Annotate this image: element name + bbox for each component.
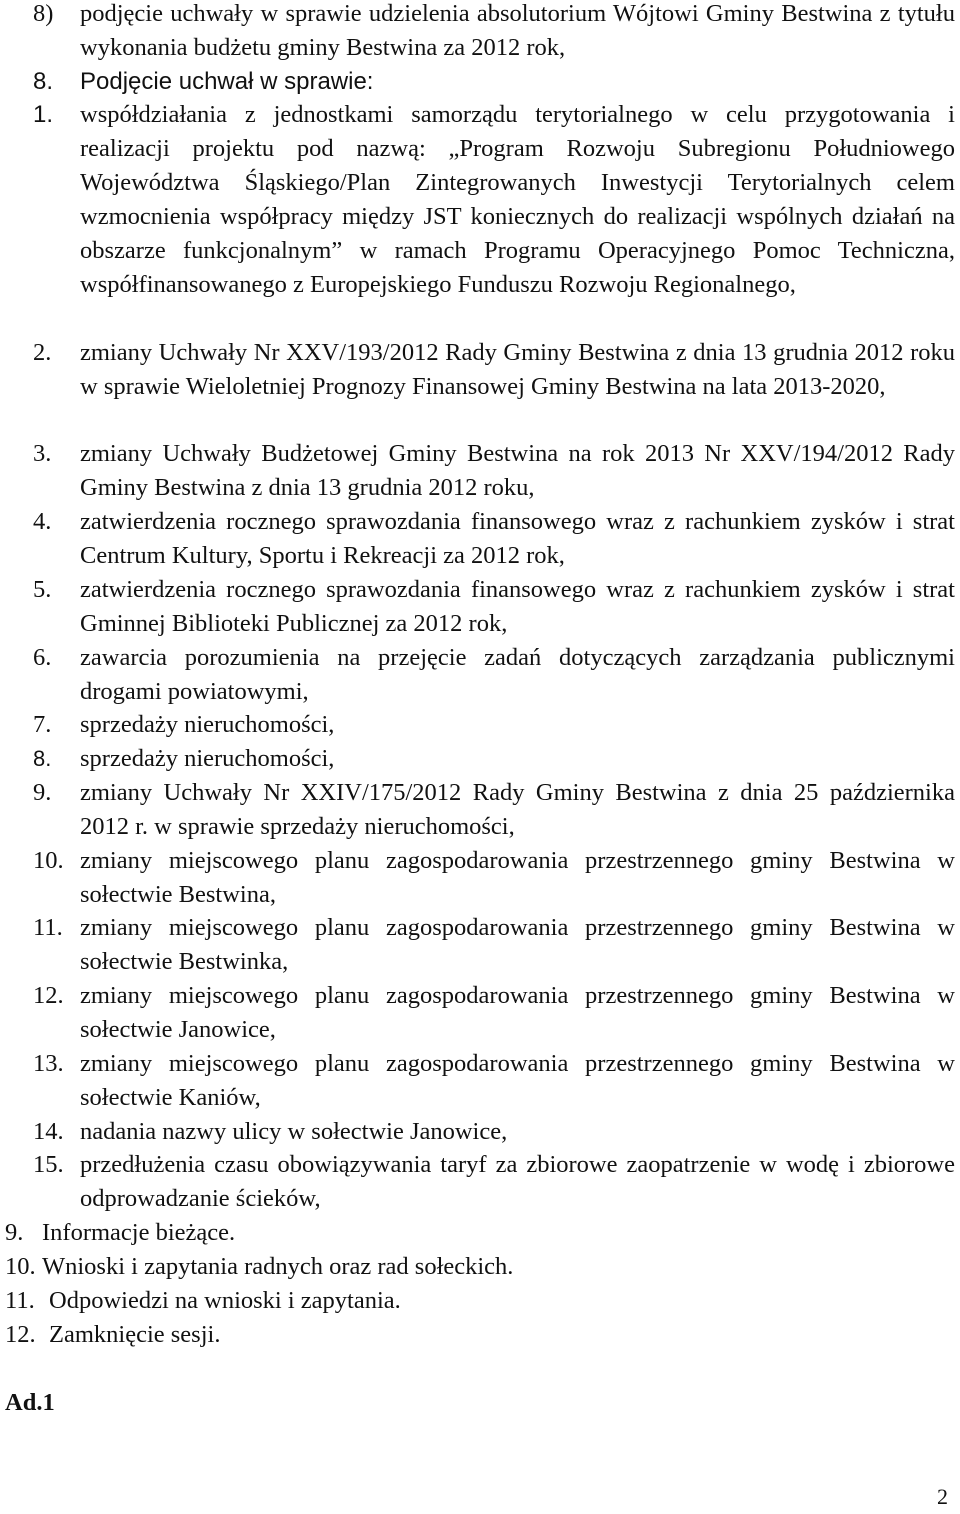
list-item (33, 65, 955, 99)
list-item (33, 505, 955, 573)
item-text: zmiany miejscowego planu zagospodarowania przestrzennego gminy Bestwina w sołectwie Kaniów, (80, 1050, 955, 1111)
item-text: zmiany Uchwały Budżetowej Gminy Bestwina na rok 2013 Nr XXV/194/2012 Rady Gminy Bestwina z dnia 13 grudnia 2012 roku, (80, 440, 955, 501)
item-number: 9. (33, 779, 52, 806)
item-number: 11. (33, 914, 63, 941)
item-text: Odpowiedzi na wnioski i zapytania. (49, 1287, 401, 1314)
item-number: 6. (33, 644, 52, 671)
list-item (33, 641, 955, 709)
list-item (5, 1250, 905, 1284)
item-text: zmiany Uchwały Nr XXV/193/2012 Rady Gminy Bestwina z dnia 13 grudnia 2012 roku w sprawie Wieloletniej Prognozy Finansowej Gminy Bestwina na lata 2013-2020, (80, 339, 955, 400)
item-text: Wnioski i zapytania radnych oraz rad sołeckich. (42, 1253, 514, 1280)
item-text: zawarcia porozumienia na przejęcie zadań dotyczących zarządzania publicznymi drogami powiatowymi, (80, 644, 955, 705)
list-item (33, 0, 955, 65)
item-number: 13. (33, 1050, 64, 1077)
item-number: 7. (33, 711, 52, 738)
item-text: sprzedaży nieruchomości, (80, 711, 335, 738)
item-number: 10. (5, 1253, 36, 1280)
item-text: przedłużenia czasu obowiązywania taryf za zbiorowe zaopatrzenie w wodę i zbiorowe odprowadzanie ścieków, (80, 1151, 955, 1212)
item-number: 8. (33, 746, 52, 771)
item-number: 12. (5, 1321, 36, 1348)
item-text: zmiany Uchwały Nr XXIV/175/2012 Rady Gminy Bestwina z dnia 25 października 2012 r. w sprawie sprzedaży nieruchomości, (80, 779, 955, 840)
list-item (5, 1284, 905, 1318)
list-item (33, 1115, 955, 1149)
list-item (33, 1047, 955, 1115)
page-number: 2 (937, 1484, 948, 1509)
list-item (33, 742, 955, 776)
item-number: 12. (33, 982, 64, 1009)
item-number: 8) (33, 0, 54, 27)
section-heading: Ad.1 (5, 1389, 55, 1416)
item-text: współdziałania z jednostkami samorządu terytorialnego w celu przygotowania i realizacji projektu pod nazwą: „Program Rozwoju Subregionu Południowego Województwa Śląskiego/Plan Zintegrowanych Inwestycji Terytorialnych celem wzmocnienia współpracy między JST koniecznych do realizacji wspólnych działań na obszarze funkcjonalnym” w ramach Programu Operacyjnego Pomoc Techniczna, współfinansowanego z Europejskiego Funduszu Rozwoju Regionalnego, (80, 101, 955, 298)
item-number: 15. (33, 1151, 64, 1178)
list-item (33, 911, 955, 979)
list-item (5, 1216, 905, 1250)
item-text: Zamknięcie sesji. (49, 1321, 221, 1348)
item-text: nadania nazwy ulicy w sołectwie Janowice, (80, 1118, 508, 1145)
item-number: 2. (33, 339, 52, 366)
item-number: 10. (33, 847, 64, 874)
list-item (33, 1148, 955, 1216)
item-number: 11. (5, 1287, 35, 1314)
item-text: zatwierdzenia rocznego sprawozdania finansowego wraz z rachunkiem zysków i strat Gminnej Biblioteki Publicznej za 2012 rok, (80, 576, 955, 637)
item-number: 4. (33, 508, 52, 535)
item-text: zmiany miejscowego planu zagospodarowania przestrzennego gminy Bestwina w sołectwie Janowice, (80, 982, 955, 1043)
list-item (33, 336, 955, 404)
item-number: 5. (33, 576, 52, 603)
item-text: zmiany miejscowego planu zagospodarowania przestrzennego gminy Bestwina w sołectwie Bestwina, (80, 847, 955, 908)
list-item (33, 98, 955, 302)
list-item (33, 979, 955, 1047)
list-item (5, 1318, 905, 1352)
item-number: 8. (33, 68, 54, 95)
item-text: podjęcie uchwały w sprawie udzielenia absolutorium Wójtowi Gminy Bestwina z tytułu wykonania budżetu gminy Bestwina za 2012 rok, (80, 0, 955, 61)
item-text: Informacje bieżące. (42, 1219, 236, 1246)
item-number: 1. (33, 101, 54, 128)
list-item (33, 437, 955, 505)
list-item (33, 708, 955, 742)
item-text: zmiany miejscowego planu zagospodarowania przestrzennego gminy Bestwina w sołectwie Bestwinka, (80, 914, 955, 975)
item-text: sprzedaży nieruchomości, (80, 745, 335, 772)
list-item (33, 573, 955, 641)
list-item (33, 844, 955, 912)
item-number: 14. (33, 1118, 64, 1145)
item-text: zatwierdzenia rocznego sprawozdania finansowego wraz z rachunkiem zysków i strat Centrum Kultury, Sportu i Rekreacji za 2012 rok, (80, 508, 955, 569)
item-number: 3. (33, 440, 52, 467)
item-number: 9. (5, 1219, 24, 1246)
item-text: Podjęcie uchwał w sprawie: (80, 68, 374, 95)
list-item (33, 776, 955, 844)
